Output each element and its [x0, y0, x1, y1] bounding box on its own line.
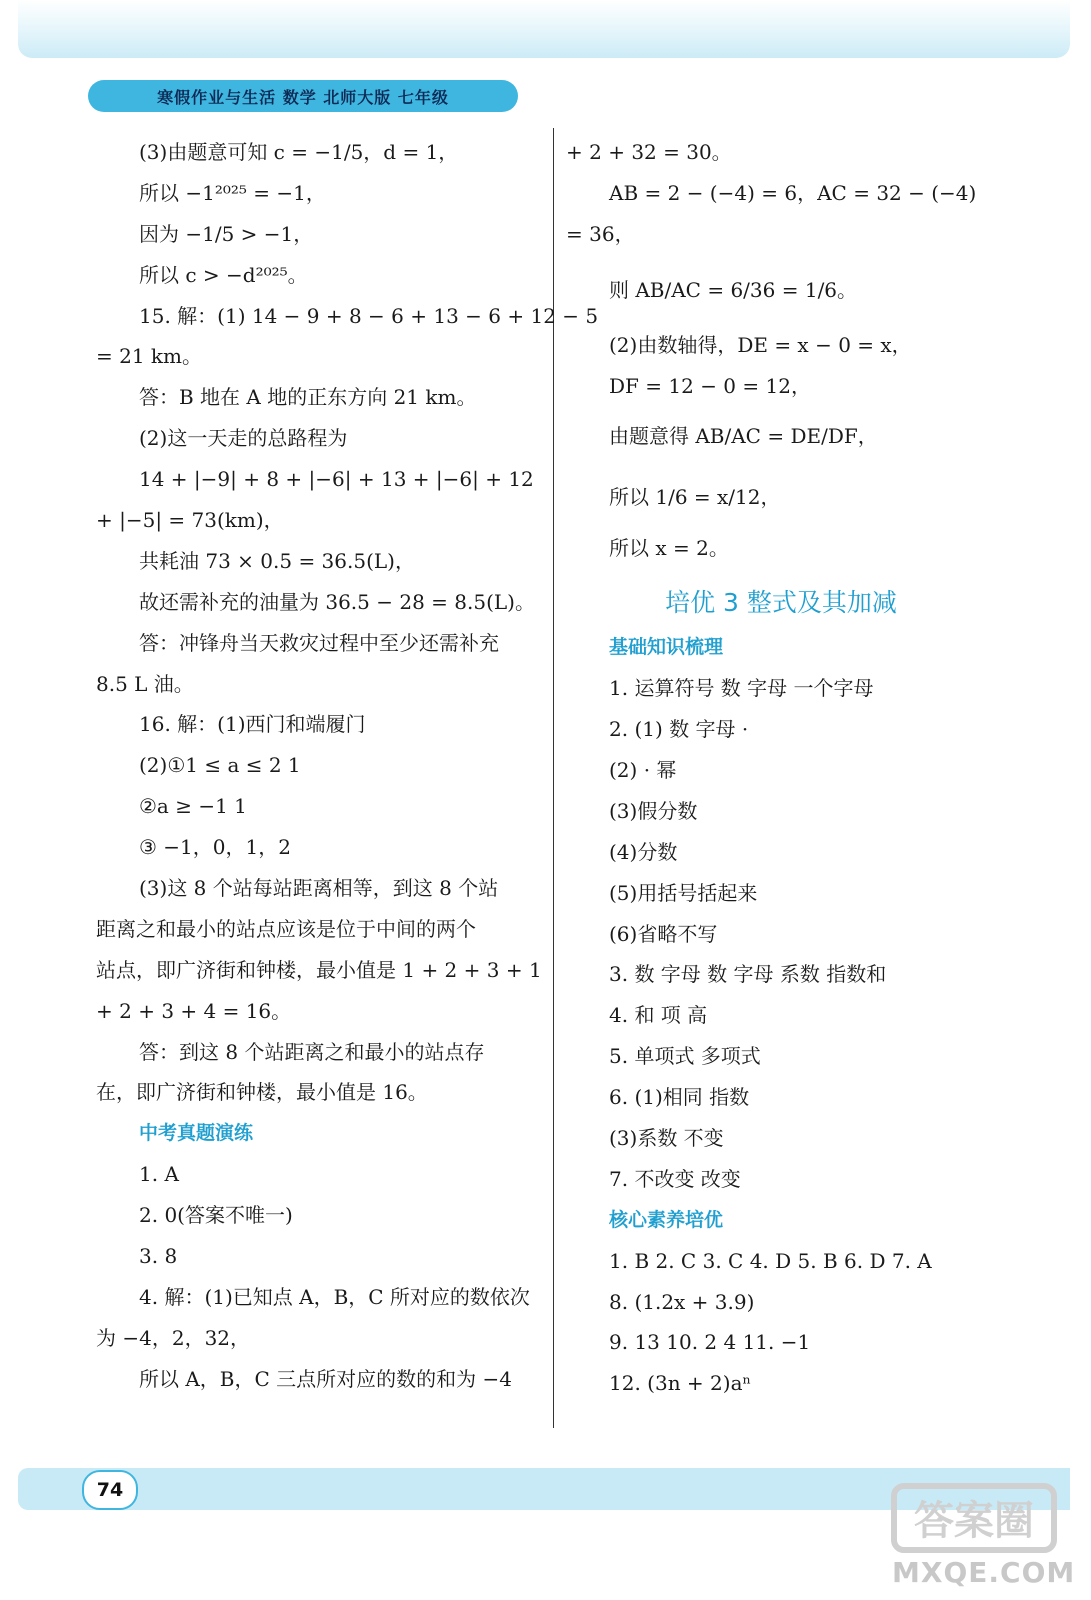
right-column: [566, 132, 1026, 1404]
answer-line: 答：到这 8 个站距离之和最小的站点存: [139, 1039, 485, 1064]
answer-line: AB = 2 − (−4) = 6，AC = 32 − (−4): [609, 180, 977, 205]
answer-line: (3)系数 不变: [609, 1126, 724, 1151]
answer-line: 4. 和 项 高: [609, 1003, 708, 1028]
section-heading: 核心素养培优: [609, 1208, 724, 1231]
answer-line: 所以 1/6 = x/12，: [609, 485, 781, 510]
answer-line: + 2 + 3 + 4 = 16。: [96, 998, 292, 1023]
answer-line: 所以 A，B，C 三点所对应的数的和为 −4: [139, 1366, 512, 1391]
answer-line: (4)分数: [609, 839, 678, 864]
running-header: 寒假作业与生活 数学 北师大版 七年级: [88, 80, 518, 112]
answer-line: (3)这 8 个站每站距离相等，到这 8 个站: [139, 876, 499, 901]
answer-line: 5. 单项式 多项式: [609, 1044, 761, 1069]
answer-line: = 21 km。: [96, 344, 203, 369]
answer-line: 共耗油 73 × 0.5 = 36.5(L)，: [139, 548, 415, 573]
answer-line: 在，即广济街和钟楼，最小值是 16。: [96, 1080, 428, 1105]
answer-line: (5)用括号括起来: [609, 880, 758, 905]
section-heading: 基础知识梳理: [609, 636, 724, 659]
answer-line: 6. (1)相同 指数: [609, 1085, 750, 1110]
page-number: 74: [82, 1470, 138, 1510]
answer-line: DF = 12 − 0 = 12，: [609, 373, 811, 398]
answer-line: 9. 13 10. 2 4 11. −1: [609, 1330, 811, 1355]
answer-line: (2)这一天走的总路程为: [139, 426, 348, 451]
answer-line: 3. 数 字母 数 字母 系数 指数和: [609, 962, 887, 987]
answer-line: 因为 −1/5 > −1，: [139, 221, 314, 246]
answer-line: 12. (3n + 2)aⁿ: [609, 1371, 752, 1396]
answer-line: ②a ≥ −1 1: [139, 794, 247, 819]
watermark-text: 答案圈: [914, 1498, 1034, 1544]
answer-line: 2. 0(答案不唯一): [139, 1203, 293, 1228]
answer-line: = 36，: [566, 221, 635, 246]
answer-line: 4. 解：(1)已知点 A，B，C 所对应的数依次: [139, 1284, 530, 1309]
answer-line: 2. (1) 数 字母 ·: [609, 717, 749, 742]
answer-line: 所以 c > −d²⁰²⁵。: [139, 262, 308, 287]
answer-line: (2)由数轴得，DE = x − 0 = x，: [609, 332, 912, 357]
answer-line: (3)假分数: [609, 798, 698, 823]
answer-line: 所以 −1²⁰²⁵ = −1，: [139, 180, 326, 205]
answer-line: 3. 8: [139, 1244, 178, 1269]
answer-line: (2)①1 ≤ a ≤ 2 1: [139, 753, 301, 778]
answer-line: 8.5 L 油。: [96, 671, 194, 696]
answer-line: 由题意得 AB/AC = DE/DF，: [609, 424, 878, 449]
answer-line: 故还需补充的油量为 36.5 − 28 = 8.5(L)。: [139, 589, 535, 614]
answer-line: 则 AB/AC = 6/36 = 1/6。: [609, 277, 858, 302]
answer-line: 16. 解：(1)西门和端履门: [139, 712, 366, 737]
answer-line: 14 + |−9| + 8 + |−6| + 13 + |−6| + 12: [139, 467, 534, 492]
left-column: [96, 132, 599, 1400]
answer-line: 为 −4，2，32，: [96, 1325, 251, 1350]
answer-line: 距离之和最小的站点应该是位于中间的两个: [96, 916, 476, 941]
answer-line: ③ −1，0，1，2: [139, 835, 291, 860]
answer-line: 站点，即广济街和钟楼，最小值是 1 + 2 + 3 + 1: [96, 957, 542, 982]
answer-line: 所以 x = 2。: [609, 536, 729, 561]
answer-line: (3)由题意可知 c = −1/5，d = 1，: [139, 140, 459, 164]
answer-line: 1. A: [139, 1162, 179, 1187]
answer-line: 答：B 地在 A 地的正东方向 21 km。: [139, 385, 477, 410]
answer-line: + 2 + 32 = 30。: [566, 140, 732, 164]
top-decorative-band: [18, 0, 1070, 58]
section-heading: 中考真题演练: [139, 1122, 254, 1145]
answer-line: 答：冲锋舟当天救灾过程中至少还需补充: [139, 630, 499, 655]
answer-line: 7. 不改变 改变: [609, 1166, 741, 1191]
answer-line: 15. 解：(1) 14 − 9 + 8 − 6 + 13 − 6 + 12 − 5: [139, 303, 599, 328]
answer-line: (2) · 幂: [609, 758, 677, 783]
answer-line: 8. (1.2x + 3.9): [609, 1289, 755, 1314]
answer-line: + |−5| = 73(km)，: [96, 508, 284, 533]
answer-line: 1. 运算符号 数 字母 一个字母: [609, 676, 874, 701]
watermark-domain: MXQE.COM: [892, 1556, 1076, 1589]
answer-line: (6)省略不写: [609, 921, 718, 946]
section-title: 培优 3 整式及其加减: [665, 588, 897, 618]
answer-line: 1. B 2. C 3. C 4. D 5. B 6. D 7. A: [609, 1248, 932, 1273]
